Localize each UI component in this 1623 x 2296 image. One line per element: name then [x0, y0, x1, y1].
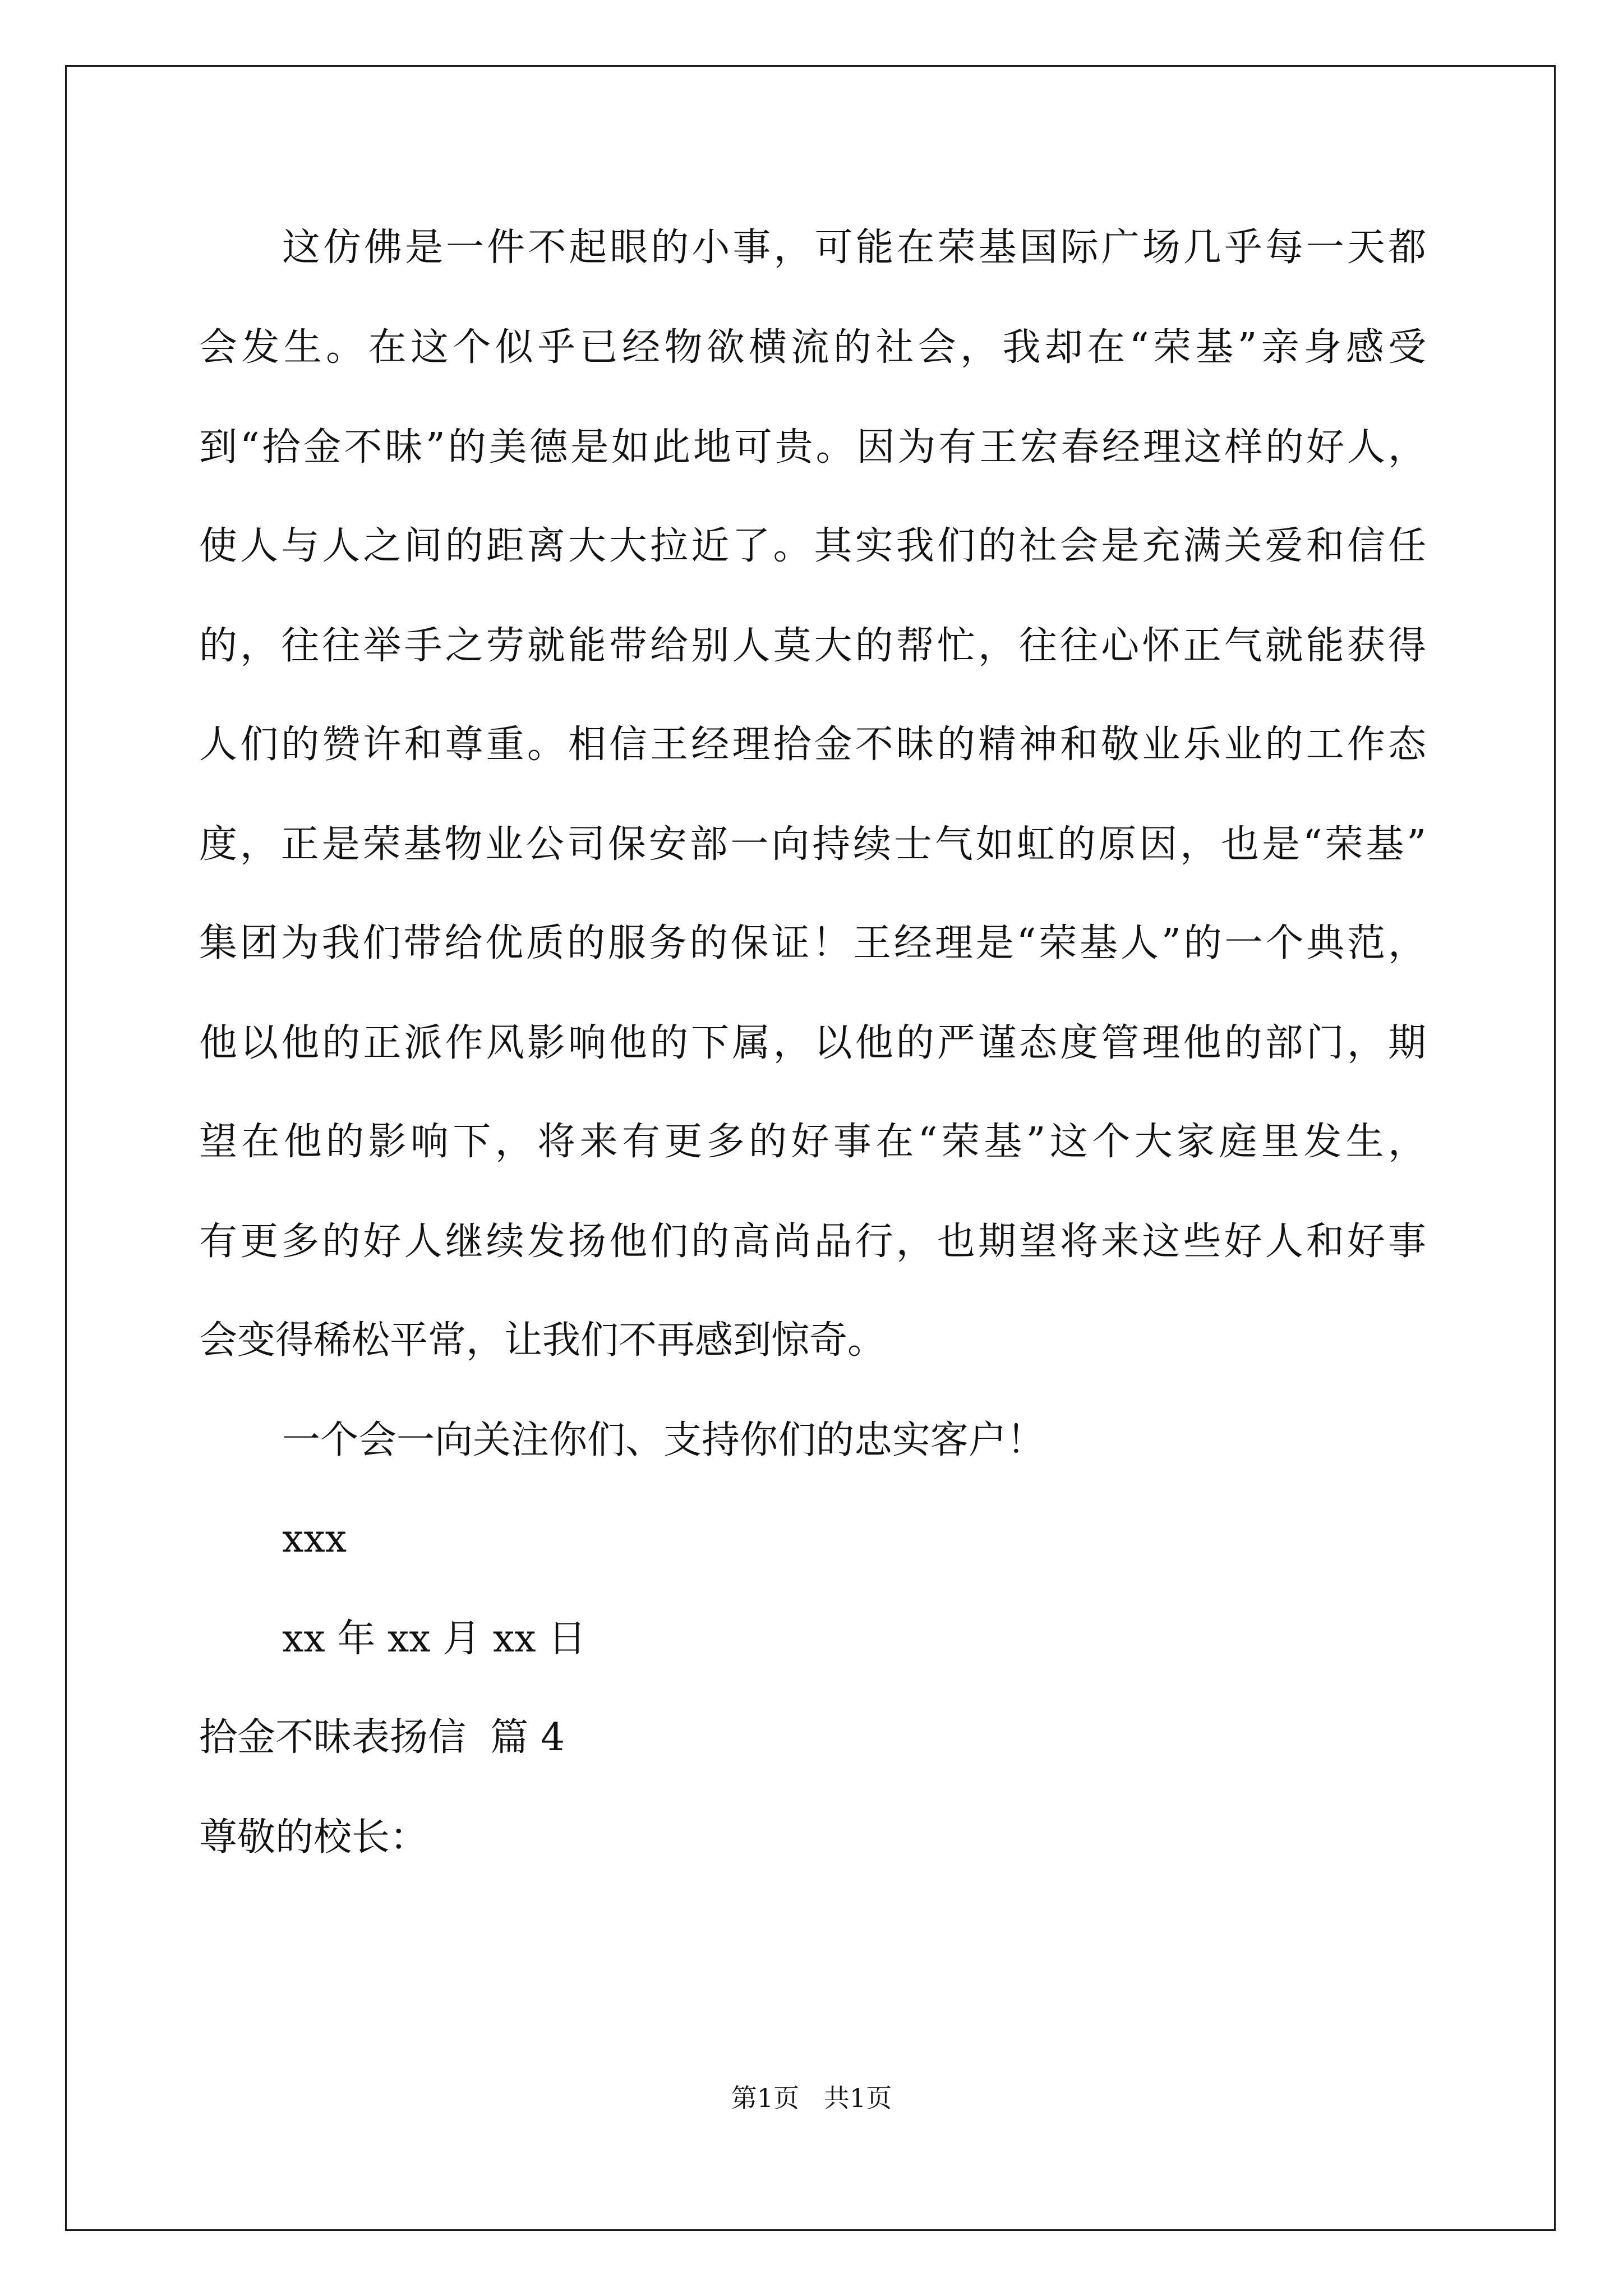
paragraph-line: 的，往往举手之劳就能带给别人莫大的帮忙，往往心怀正气就能获得	[199, 624, 1426, 668]
paragraph-line: 会发生。在这个似乎已经物欲横流的社会，我却在“荣基”亲身感受	[199, 325, 1426, 370]
page-footer: 第1页 共1页	[731, 2083, 892, 2113]
section-title: 拾金不昧表扬信 篇 4	[199, 1715, 565, 1760]
date-line: xx 年 xx 月 xx 日	[282, 1617, 587, 1661]
salutation: 尊敬的校长：	[199, 1815, 428, 1860]
paragraph-line: 度，正是荣基物业公司保安部一向持续士气如虹的原因，也是“荣基”	[199, 822, 1426, 867]
paragraph-line: 他以他的正派作风影响他的下属，以他的严谨态度管理他的部门，期	[199, 1021, 1426, 1065]
paragraph-line: 人们的赞许和尊重。相信王经理拾金不昧的精神和敬业乐业的工作态	[199, 723, 1426, 767]
paragraph-line: 这仿佛是一件不起眼的小事，可能在荣基国际广场几乎每一天都	[282, 226, 1426, 270]
signature: xxx	[282, 1517, 347, 1561]
paragraph-line: 到“拾金不昧”的美德是如此地可贵。因为有王宏春经理这样的好人，	[199, 425, 1426, 470]
closing-line: 一个会一向关注你们、支持你们的忠实客户！	[282, 1418, 1045, 1462]
paragraph-line: 使人与人之间的距离大大拉近了。其实我们的社会是充满关爱和信任	[199, 524, 1426, 568]
paragraph-line: 会变得稀松平常，让我们不再感到惊奇。	[199, 1318, 886, 1363]
paragraph-line: 集团为我们带给优质的服务的保证！王经理是“荣基人”的一个典范，	[199, 921, 1426, 965]
paragraph-line: 望在他的影响下，将来有更多的好事在“荣基”这个大家庭里发生，	[199, 1120, 1426, 1164]
paragraph-line: 有更多的好人继续发扬他们的高尚品行，也期望将来这些好人和好事	[199, 1220, 1426, 1264]
